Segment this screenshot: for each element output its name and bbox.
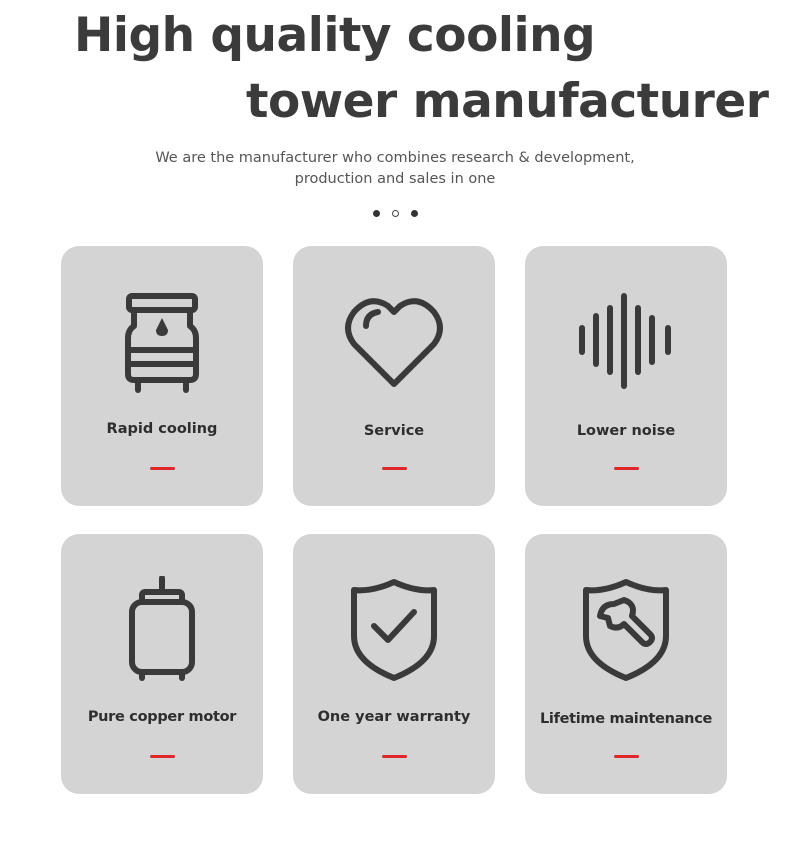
motor-icon [112,576,212,686]
accent-bar [150,755,175,758]
feature-label: Rapid cooling [106,421,218,437]
feature-label: Pure copper motor [87,709,237,725]
carousel-dot-1[interactable] [373,210,380,217]
subtitle-line-2: production and sales in one [294,171,496,187]
accent-bar [614,755,639,758]
carousel-dot-3[interactable] [411,210,418,217]
heart-icon [344,288,444,398]
accent-bar [382,467,407,470]
subtitle-line-1: We are the manufacturer who combines research & development, [155,150,635,166]
cooling-tower-icon [112,288,212,398]
sound-wave-icon [576,288,676,398]
feature-card-one-year-warranty [293,534,495,794]
accent-bar [382,755,407,758]
feature-card-service [293,246,495,506]
feature-label: Service [363,423,425,439]
accent-bar [150,467,175,470]
carousel-dot-2[interactable] [392,210,399,217]
accent-bar [614,467,639,470]
page-subtitle [95,148,695,190]
feature-label: Lifetime maintenance [539,711,713,727]
feature-card-lifetime-maintenance [525,534,727,794]
feature-card-pure-copper-motor [61,534,263,794]
shield-wrench-icon [576,576,676,686]
feature-card-rapid-cooling [61,246,263,506]
feature-label: One year warranty [317,709,471,725]
carousel-indicator [368,209,422,219]
page-title-line-1: High quality cooling [74,8,596,63]
feature-card-lower-noise [525,246,727,506]
shield-check-icon [344,576,444,686]
page-title-line-2: tower manufacturer [246,74,769,129]
feature-label: Lower noise [576,423,676,439]
